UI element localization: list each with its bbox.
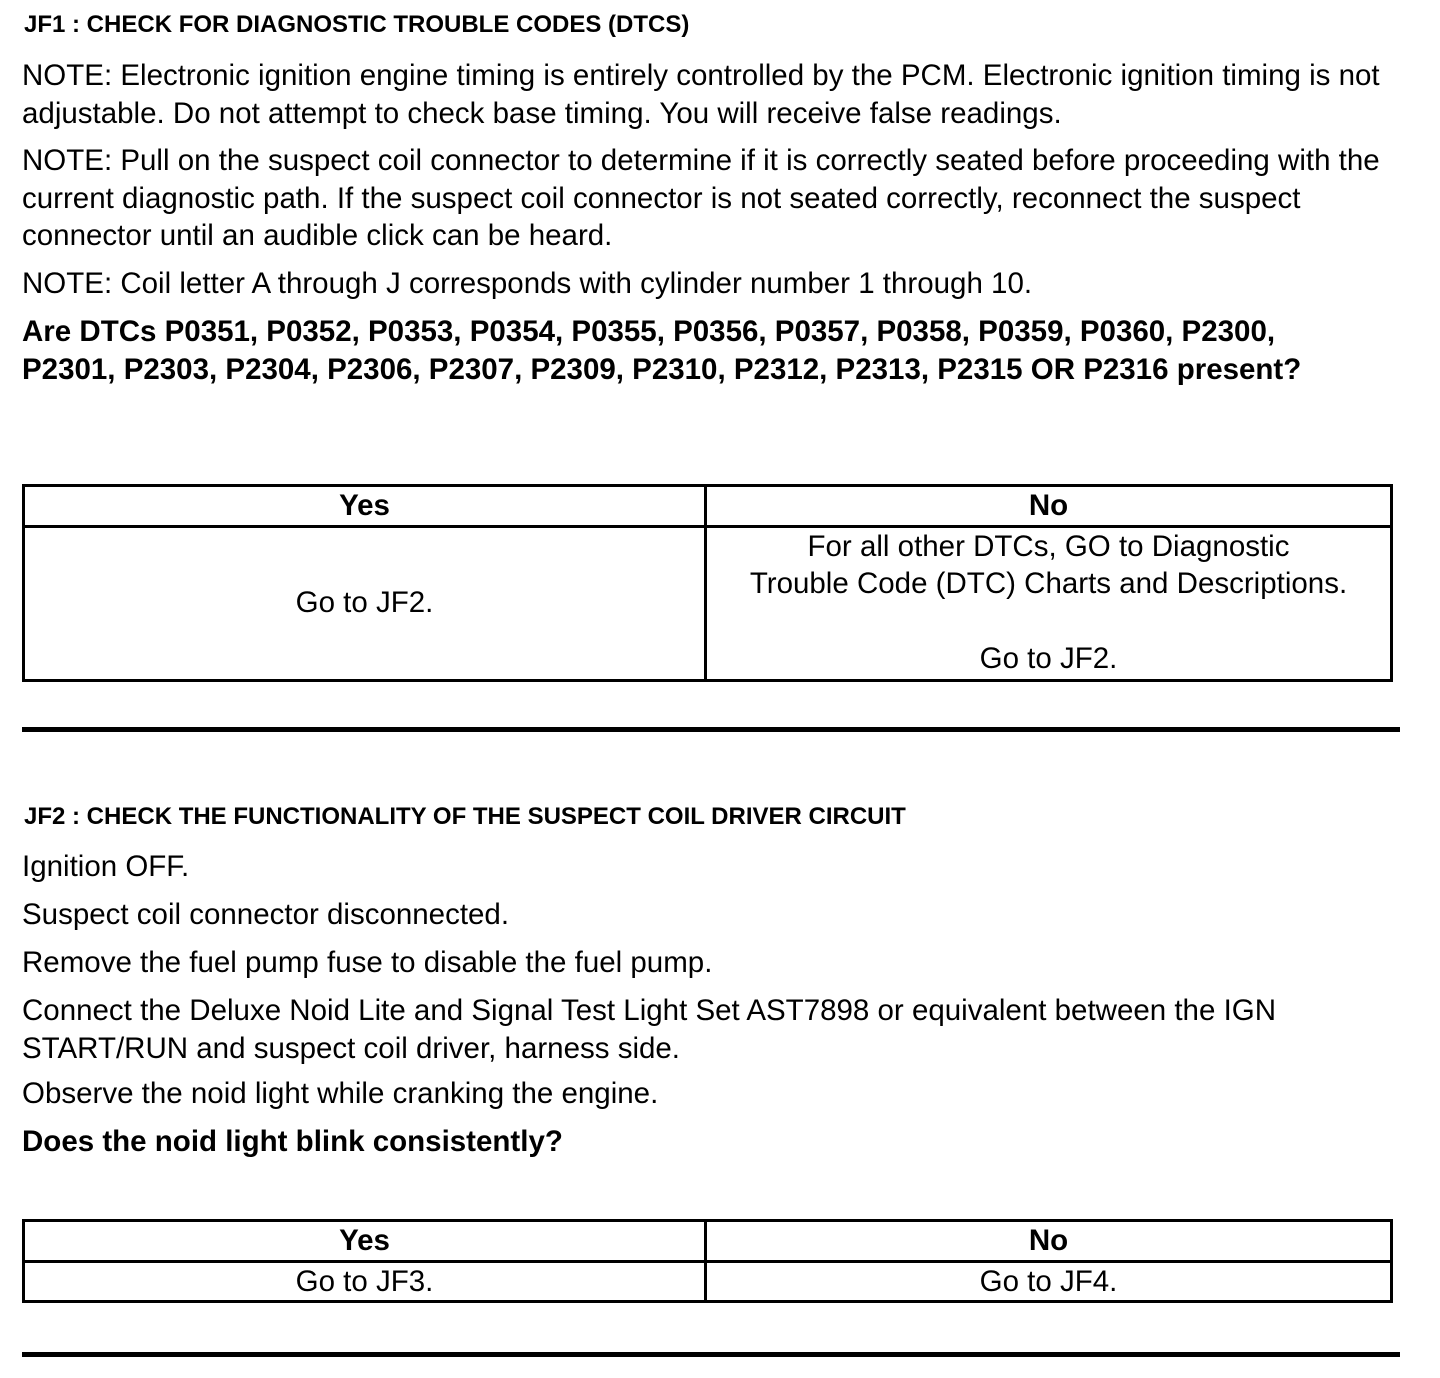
section-divider xyxy=(22,1352,1400,1357)
yes-header: Yes xyxy=(24,486,706,527)
jf2-title: JF2 : CHECK THE FUNCTIONALITY OF THE SUSPECT COIL DRIVER CIRCUIT xyxy=(24,803,906,830)
jf1-question xyxy=(22,313,1362,388)
yes-cell xyxy=(24,526,706,680)
jf1-note-text: NOTE: Pull on the suspect coil connector to determine if it is correctly seated before proceeding with the current diagnostic path. If the suspect coil connector is not seated correctly, reconnect the suspect connector until an audible click can be heard. xyxy=(22,144,1380,252)
yes-cell-link[interactable]: Go to JF2. xyxy=(295,586,434,620)
no-header: No xyxy=(706,486,1392,527)
jf1-note-1 xyxy=(22,57,1412,132)
jf1-answer-table xyxy=(22,484,1393,682)
jf1-title: JF1 : CHECK FOR DIAGNOSTIC TROUBLE CODES (DTCS) xyxy=(24,11,690,38)
no-cell-line: For all other DTCs, GO to Diagnostic xyxy=(807,529,1290,563)
jf1-note-text: NOTE: Electronic ignition engine timing is entirely controlled by the PCM. Electronic ignition timing is not adjustable. Do not attempt to check base timing. You will receive false readings. xyxy=(22,59,1380,130)
jf1-note-text: NOTE: Coil letter A through J corresponds with cylinder number 1 through 10. xyxy=(22,267,1033,300)
jf2-step-text: Connect the Deluxe Noid Lite and Signal Test Light Set AST7898 or equivalent between the IGN START/RUN and suspect coil driver, harness side. xyxy=(22,994,1277,1065)
jf1-question-text: Are DTCs P0351, P0352, P0353, P0354, P0355, P0356, P0357, P0358, P0359, P0360, P2300, P2301, P2303, P2304, P2306, P2307, P2309, P2310, P2312, P2313, P2315 OR P2316 present? xyxy=(22,315,1302,386)
jf2-step-text: Observe the noid light while cranking the engine. xyxy=(22,1077,659,1110)
jf2-step-5 xyxy=(22,1075,1412,1113)
yes-cell-link[interactable]: Go to JF3. xyxy=(295,1264,434,1298)
jf1-section xyxy=(22,11,1412,39)
no-cell xyxy=(706,1261,1392,1302)
jf2-answer-table xyxy=(22,1219,1393,1303)
no-cell xyxy=(706,526,1392,680)
jf2-step-4 xyxy=(22,992,1412,1067)
no-header: No xyxy=(706,1221,1392,1262)
jf2-step-text: Remove the fuel pump fuse to disable the fuel pump. xyxy=(22,946,713,979)
jf2-step-text: Ignition OFF. xyxy=(22,850,190,883)
no-cell-link[interactable]: Go to JF4. xyxy=(979,1264,1118,1298)
no-cell-spacer xyxy=(707,603,1390,641)
jf2-section xyxy=(22,803,1412,831)
table-row xyxy=(24,1261,1392,1302)
table-row xyxy=(24,526,1392,680)
jf2-step-3 xyxy=(22,944,1412,982)
no-cell-line: Trouble Code (DTC) Charts and Descriptions. xyxy=(749,567,1348,600)
jf1-note-2 xyxy=(22,142,1412,255)
yes-header: Yes xyxy=(24,1221,706,1262)
jf2-question-text: Does the noid light blink consistently? xyxy=(22,1125,563,1158)
table-header-row xyxy=(24,1221,1392,1262)
yes-cell xyxy=(24,1261,706,1302)
section-divider xyxy=(22,727,1400,732)
jf2-step-2 xyxy=(22,896,1412,934)
jf2-question xyxy=(22,1123,1412,1161)
jf1-note-3 xyxy=(22,265,1412,303)
jf2-step-text: Suspect coil connector disconnected. xyxy=(22,898,510,931)
table-header-row xyxy=(24,486,1392,527)
jf2-step-1 xyxy=(22,848,1412,886)
no-cell-link[interactable]: Go to JF2. xyxy=(979,642,1118,675)
